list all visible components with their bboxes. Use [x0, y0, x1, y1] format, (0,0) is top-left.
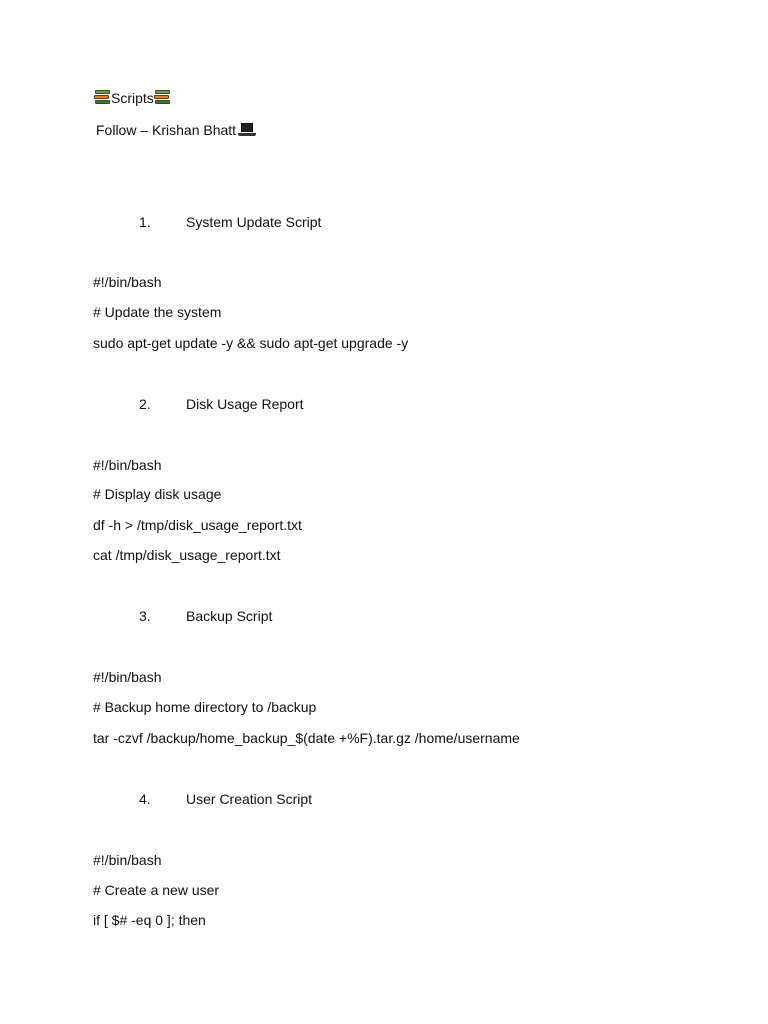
section-number: 3. — [139, 608, 151, 624]
section-number: 2. — [139, 396, 151, 412]
document-title — [94, 89, 171, 107]
code-line: #!/bin/bash — [93, 274, 162, 290]
books-icon — [154, 90, 171, 106]
code-line: cat /tmp/disk_usage_report.txt — [93, 547, 281, 563]
code-line: # Update the system — [93, 304, 222, 320]
follow-line — [96, 121, 256, 139]
code-line: # Backup home directory to /backup — [93, 699, 317, 715]
code-line: # Display disk usage — [93, 486, 222, 502]
code-line: # Create a new user — [93, 882, 220, 898]
code-line: #!/bin/bash — [93, 852, 162, 868]
section-number: 1. — [139, 214, 151, 230]
code-line: if [ $# -eq 0 ]; then — [93, 912, 206, 928]
books-icon — [94, 90, 111, 106]
code-line: #!/bin/bash — [93, 457, 162, 473]
follow-text: Follow – Krishan Bhatt — [96, 122, 237, 138]
code-line: df -h > /tmp/disk_usage_report.txt — [93, 517, 302, 533]
laptop-icon — [238, 123, 256, 137]
section-number: 4. — [139, 791, 151, 807]
code-line: tar -czvf /backup/home_backup_$(date +%F).tar.gz /home/username — [93, 730, 520, 746]
section-heading: Backup Script — [186, 608, 273, 624]
section-heading: User Creation Script — [186, 791, 313, 807]
section-heading: Disk Usage Report — [186, 396, 304, 412]
title-text: Scripts — [111, 90, 154, 106]
section-heading: System Update Script — [186, 214, 322, 230]
code-line: #!/bin/bash — [93, 669, 162, 685]
code-line: sudo apt-get update -y && sudo apt-get upgrade -y — [93, 335, 409, 351]
